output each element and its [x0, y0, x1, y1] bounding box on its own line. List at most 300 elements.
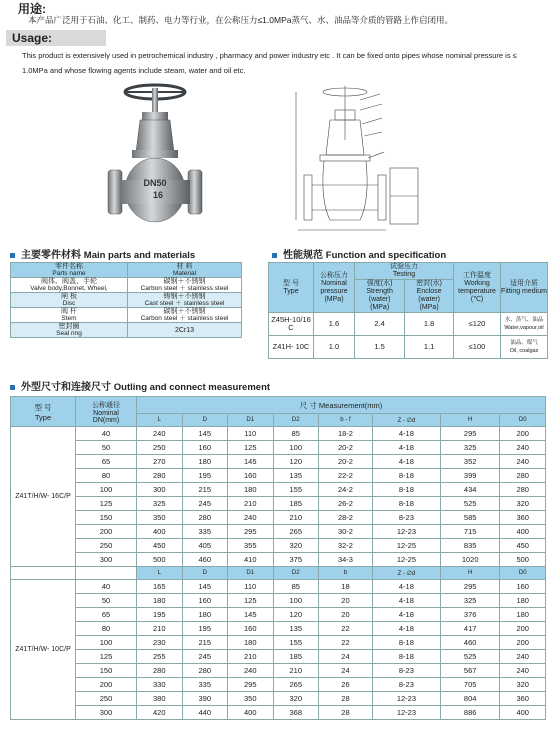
parts-mat-en: Cast steel ＋ stainless steel — [144, 300, 225, 307]
meas-cell: 335 — [182, 525, 228, 539]
meas-cell: 325 — [137, 497, 183, 511]
meas-cell: 8-18 — [372, 650, 440, 664]
meas-cell: 280 — [500, 483, 546, 497]
spec-temp: ≤100 — [454, 336, 501, 359]
meas-cell: 185 — [273, 497, 319, 511]
meas-col-header: D2 — [273, 567, 319, 580]
meas-dn-cell: 200 — [76, 678, 137, 692]
usage-en-title: Usage: — [12, 31, 53, 45]
meas-cell: 240 — [228, 511, 274, 525]
meas-cell: 155 — [273, 636, 319, 650]
meas-cell: 22 — [319, 636, 373, 650]
meas-cell: 250 — [137, 441, 183, 455]
meas-cell: 210 — [228, 497, 274, 511]
spec-title-cn: 性能规范 — [283, 250, 323, 261]
usage-cn-title: 用途: — [18, 2, 46, 16]
parts-row — [11, 293, 242, 308]
meas-cell: 210 — [137, 622, 183, 636]
meas-cell: 18-2 — [319, 427, 373, 441]
meas-cell: 280 — [182, 511, 228, 525]
meas-cell: 240 — [500, 664, 546, 678]
meas-cell: 320 — [500, 678, 546, 692]
meas-row — [11, 525, 546, 539]
meas-cell: 240 — [500, 441, 546, 455]
meas-cell: 400 — [137, 525, 183, 539]
spec-h-med-cn: 适用介质 — [510, 279, 538, 287]
meas-cell: 804 — [440, 692, 500, 706]
meas-cols-row-2 — [11, 567, 546, 580]
spec-h-temp-cn: 工作温度 — [463, 271, 491, 279]
bullet-square-icon — [10, 253, 15, 258]
meas-row — [11, 455, 546, 469]
parts-mat-cn: 2Cr13 — [174, 326, 195, 334]
parts-name-cn: 密封圈 — [58, 323, 80, 330]
meas-cell: 4-18 — [372, 622, 440, 636]
meas-cell: 8-23 — [372, 664, 440, 678]
meas-cell: 265 — [273, 678, 319, 692]
parts-name-cn: 阀体、阀盖、手轮 — [41, 278, 97, 285]
meas-cell: 145 — [228, 608, 274, 622]
parts-header-row — [11, 263, 242, 278]
meas-cell: 4-18 — [372, 594, 440, 608]
meas-col-header: D0 — [500, 414, 546, 427]
meas-cell: 185 — [273, 650, 319, 664]
meas-cell: 255 — [137, 650, 183, 664]
meas-cell: 125 — [228, 594, 274, 608]
parts-row — [11, 323, 242, 338]
meas-cell: 135 — [273, 469, 319, 483]
spec-str: 1.5 — [355, 336, 405, 359]
meas-row — [11, 427, 546, 441]
meas-cell: 180 — [228, 636, 274, 650]
meas-cell: 34-3 — [319, 553, 373, 567]
meas-cell: 8-23 — [372, 678, 440, 692]
meas-cell: 245 — [182, 497, 228, 511]
meas-cell: 350 — [228, 692, 274, 706]
measurement-table — [10, 396, 546, 720]
meas-cell: 585 — [440, 511, 500, 525]
spec-h-med-en: Fitting medium — [501, 287, 547, 295]
parts-mat-cn: 铸钢＋不锈钢 — [163, 293, 206, 300]
parts-header-mat-cn: 材 料 — [176, 263, 193, 270]
meas-cell: 270 — [137, 455, 183, 469]
meas-col-header: Z - ∅d — [372, 567, 440, 580]
meas-col-header: H — [440, 414, 500, 427]
meas-cell: 4-18 — [372, 455, 440, 469]
meas-cell: 376 — [440, 608, 500, 622]
meas-cell: 100 — [273, 594, 319, 608]
meas-cell: 355 — [228, 539, 274, 553]
meas-cell: 325 — [440, 594, 500, 608]
meas-cell: 240 — [228, 664, 274, 678]
meas-dn-cell: 40 — [76, 580, 137, 594]
spec-h-temp-unit: (℃) — [470, 295, 484, 303]
meas-cell: 295 — [228, 678, 274, 692]
meas-cell: 160 — [228, 622, 274, 636]
meas-cell: 320 — [500, 497, 546, 511]
meas-cell: 320 — [273, 692, 319, 706]
meas-cell: 368 — [273, 706, 319, 720]
spec-h-temp-en: Working temperature — [458, 279, 496, 295]
spec-temp: ≤120 — [454, 313, 501, 336]
meas-cell: 180 — [500, 608, 546, 622]
meas-col-header: b — [319, 567, 373, 580]
meas-title-cn: 外型尺寸和连接尺寸 — [21, 382, 111, 393]
parts-mat-en: Carbon steel ＋ stainless steel — [140, 315, 229, 322]
meas-cell: 295 — [228, 525, 274, 539]
meas-cell: 180 — [182, 455, 228, 469]
meas-cell: 4-18 — [372, 427, 440, 441]
meas-cell: 26 — [319, 678, 373, 692]
usage-cn-text: 本产品广泛用于石油、化工、制药、电力等行业，在公称压力≤1.0MPa蒸气、水、油品等介质的管路上作启闭用。 — [28, 15, 453, 25]
meas-cell: 22 — [319, 622, 373, 636]
meas-cell: 4-18 — [372, 441, 440, 455]
photo-label-2: 16 — [152, 190, 164, 200]
spec-h-np-en: Nominal pressure — [320, 279, 348, 295]
meas-col-header: H — [440, 567, 500, 580]
meas-cell: 325 — [440, 441, 500, 455]
meas-type-label: Z41T/H/W- 16C/P — [11, 427, 76, 567]
parts-name-en: Valve body,Bonnet, Wheel, — [30, 285, 108, 292]
meas-cell: 390 — [182, 692, 228, 706]
meas-cell: 500 — [137, 553, 183, 567]
meas-col-header: D0 — [500, 567, 546, 580]
meas-row — [11, 636, 546, 650]
meas-cell: 12-23 — [372, 692, 440, 706]
meas-row — [11, 553, 546, 567]
spec-med-en: Oil, coalgas — [509, 348, 539, 354]
meas-cell: 4-18 — [372, 608, 440, 622]
meas-cell: 30-2 — [319, 525, 373, 539]
meas-cell: 145 — [182, 427, 228, 441]
parts-title-cn: 主要零件材料 — [21, 250, 81, 261]
meas-row — [11, 511, 546, 525]
meas-cell: 145 — [228, 455, 274, 469]
parts-name-cn: 阀 杆 — [61, 308, 77, 315]
parts-header-name-cn: 零件名称 — [55, 263, 83, 270]
meas-cell: 195 — [137, 608, 183, 622]
meas-cell: 886 — [440, 706, 500, 720]
meas-cell: 295 — [440, 427, 500, 441]
meas-cell: 165 — [137, 580, 183, 594]
meas-h-dn-unit: DN(mm) — [92, 416, 120, 424]
meas-cell: 360 — [500, 511, 546, 525]
meas-dn-cell: 300 — [76, 553, 137, 567]
meas-cell: 200 — [500, 427, 546, 441]
meas-cell: 195 — [182, 469, 228, 483]
meas-cell: 8-23 — [372, 511, 440, 525]
meas-dn-cell: 50 — [76, 594, 137, 608]
meas-cell: 12-25 — [372, 539, 440, 553]
spec-enc: 1.8 — [405, 313, 454, 336]
meas-dn-cell: 100 — [76, 483, 137, 497]
meas-cell: 8-18 — [372, 483, 440, 497]
meas-dn-cell: 200 — [76, 525, 137, 539]
meas-dn-cell: 250 — [76, 692, 137, 706]
meas-cell: 120 — [273, 608, 319, 622]
photo-label-1: DN50 — [143, 178, 167, 188]
meas-cell: 1020 — [440, 553, 500, 567]
valve-photo — [100, 82, 210, 230]
spec-header-row — [269, 263, 548, 280]
spec-med-en: Water,vapour,oil — [504, 325, 544, 331]
meas-dn-cell: 65 — [76, 608, 137, 622]
spec-row — [269, 313, 548, 336]
meas-cell: 110 — [228, 427, 274, 441]
meas-cell: 28 — [319, 706, 373, 720]
meas-cell: 567 — [440, 664, 500, 678]
meas-col-header: D1 — [228, 414, 274, 427]
meas-cell: 180 — [500, 594, 546, 608]
meas-h-dn-en: Nominal — [93, 409, 119, 417]
meas-col-header: L — [137, 414, 183, 427]
meas-cell: 8-18 — [372, 636, 440, 650]
meas-cell: 180 — [182, 608, 228, 622]
spec-h-str-cn: 强度(水) — [366, 280, 393, 287]
spec-np: 1.0 — [314, 336, 355, 359]
spec-h-enc-cn: 密封(水) — [416, 280, 442, 287]
meas-row — [11, 664, 546, 678]
meas-dn-cell: 80 — [76, 622, 137, 636]
meas-col-header: D — [182, 414, 228, 427]
meas-cell: 240 — [500, 650, 546, 664]
meas-cell: 155 — [273, 483, 319, 497]
meas-cell: 400 — [500, 525, 546, 539]
meas-cell: 160 — [182, 441, 228, 455]
meas-cell: 12-23 — [372, 525, 440, 539]
meas-title-en: Outling and connect measurement — [113, 382, 271, 393]
parts-name-cn: 闸 板 — [61, 293, 77, 300]
meas-dn-cell: 125 — [76, 497, 137, 511]
meas-cell: 125 — [228, 441, 274, 455]
meas-col-header: b - f — [319, 414, 373, 427]
meas-cell: 405 — [182, 539, 228, 553]
parts-mat-cn: 碳钢＋不锈钢 — [163, 278, 206, 285]
meas-cell: 195 — [182, 622, 228, 636]
meas-cell: 200 — [500, 622, 546, 636]
meas-header-row — [11, 397, 546, 414]
meas-row — [11, 469, 546, 483]
meas-section-title — [10, 378, 270, 393]
bullet-square-icon — [272, 253, 277, 258]
meas-cell: 230 — [137, 636, 183, 650]
meas-dn-cell: 80 — [76, 469, 137, 483]
meas-cell: 715 — [440, 525, 500, 539]
meas-cell: 434 — [440, 483, 500, 497]
meas-cell: 180 — [137, 594, 183, 608]
meas-cell: 210 — [273, 511, 319, 525]
meas-cell: 160 — [182, 594, 228, 608]
meas-cell: 85 — [273, 580, 319, 594]
meas-cell: 335 — [182, 678, 228, 692]
meas-cell: 145 — [182, 580, 228, 594]
bullet-square-icon — [10, 385, 15, 390]
meas-cell: 135 — [273, 622, 319, 636]
meas-h-dn-cn: 公称通径 — [92, 401, 120, 409]
parts-title-en: Main parts and materials — [83, 250, 196, 261]
spec-h-str-unit: (MPa) — [370, 304, 390, 311]
spec-title-en: Function and specification — [325, 250, 447, 261]
spec-med-cn: 油品、煤气 — [510, 340, 538, 346]
parts-row — [11, 308, 242, 323]
spec-type: Z41H- 10C — [269, 336, 314, 359]
parts-row — [11, 278, 242, 293]
parts-table — [10, 262, 242, 338]
meas-dn-cell: 300 — [76, 706, 137, 720]
meas-cell: 295 — [440, 580, 500, 594]
parts-section-title — [10, 246, 195, 261]
meas-cell: 460 — [440, 636, 500, 650]
meas-cell: 417 — [440, 622, 500, 636]
meas-col-header: L — [137, 567, 183, 580]
meas-cell: 24 — [319, 650, 373, 664]
meas-cell: 280 — [500, 469, 546, 483]
meas-cell: 500 — [500, 553, 546, 567]
meas-row — [11, 608, 546, 622]
meas-cell: 525 — [440, 650, 500, 664]
meas-cell: 330 — [137, 678, 183, 692]
meas-cell: 525 — [440, 497, 500, 511]
meas-dn-cell: 250 — [76, 539, 137, 553]
meas-row — [11, 441, 546, 455]
spec-med-cn: 水、蒸气、油品 — [504, 317, 544, 323]
meas-cell: 375 — [273, 553, 319, 567]
meas-dn-cell: 40 — [76, 427, 137, 441]
meas-cell: 8-18 — [372, 469, 440, 483]
meas-cell: 28-2 — [319, 511, 373, 525]
meas-dn-cell: 65 — [76, 455, 137, 469]
meas-cell: 400 — [228, 706, 274, 720]
meas-row — [11, 692, 546, 706]
spec-type: Z45H-10/16 C — [269, 313, 314, 336]
spec-row — [269, 336, 548, 359]
meas-cell: 360 — [500, 692, 546, 706]
meas-cell: 280 — [137, 469, 183, 483]
meas-blank — [11, 567, 76, 580]
meas-cell: 4-18 — [372, 580, 440, 594]
meas-cell: 28 — [319, 692, 373, 706]
meas-row — [11, 622, 546, 636]
meas-cell: 20 — [319, 594, 373, 608]
meas-dn-cell: 150 — [76, 664, 137, 678]
meas-row — [11, 678, 546, 692]
meas-cell: 180 — [228, 483, 274, 497]
meas-cell: 200 — [500, 636, 546, 650]
meas-cell: 110 — [228, 580, 274, 594]
meas-cell: 450 — [500, 539, 546, 553]
meas-cell: 280 — [182, 664, 228, 678]
meas-cell: 85 — [273, 427, 319, 441]
meas-cell: 215 — [182, 636, 228, 650]
meas-cell: 399 — [440, 469, 500, 483]
meas-col-header: D1 — [228, 567, 274, 580]
meas-cell: 400 — [500, 706, 546, 720]
spec-enc: 1.1 — [405, 336, 454, 359]
meas-cell: 210 — [273, 664, 319, 678]
meas-cell: 320 — [273, 539, 319, 553]
parts-name-en: Stem — [61, 315, 77, 322]
meas-dn-cell: 125 — [76, 650, 137, 664]
meas-cell: 20-2 — [319, 441, 373, 455]
meas-cell: 835 — [440, 539, 500, 553]
meas-dn-cell: 50 — [76, 441, 137, 455]
meas-col-header: D2 — [273, 414, 319, 427]
usage-en-text: This product is extensively used in petrochemical industry , pharmacy and power industry etc . It can be fixed onto pipes whose nominal pressure is ≤ 1.0MPa and whose flowing agents include steam, water and oil etc. — [22, 51, 517, 75]
meas-row — [11, 706, 546, 720]
spec-h-str-en: Strength (water) — [366, 288, 393, 303]
meas-cell: 380 — [137, 692, 183, 706]
meas-cell: 26-2 — [319, 497, 373, 511]
meas-row — [11, 497, 546, 511]
valve-section-drawing — [290, 80, 425, 235]
parts-name-en: Seal ring — [56, 330, 82, 337]
meas-cell: 240 — [500, 455, 546, 469]
spec-h-enc-unit: (MPa) — [419, 304, 439, 311]
meas-col-header: Z - ∅d — [372, 414, 440, 427]
meas-type-label: Z41T/H/W- 10C/P — [11, 580, 76, 720]
meas-cell: 460 — [182, 553, 228, 567]
meas-cell: 12-23 — [372, 706, 440, 720]
meas-cell: 18 — [319, 580, 373, 594]
meas-h-type-cn: 型 号 — [34, 402, 52, 412]
meas-cell: 245 — [182, 650, 228, 664]
spec-h-np-unit: (MPa) — [324, 295, 344, 303]
meas-row — [11, 594, 546, 608]
meas-cell: 352 — [440, 455, 500, 469]
spec-section-title — [272, 246, 446, 261]
parts-name-en: Disc — [62, 300, 76, 307]
spec-h-test-en: Testing — [392, 271, 416, 278]
meas-cell: 265 — [273, 525, 319, 539]
spec-h-type-cn: 型 号 — [283, 279, 299, 287]
meas-cell: 22-2 — [319, 469, 373, 483]
meas-cell: 12-25 — [372, 553, 440, 567]
spec-h-test-cn: 试验压力 — [390, 263, 418, 270]
parts-mat-en: Carbon steel ＋ stainless steel — [140, 285, 229, 292]
meas-row — [11, 483, 546, 497]
spec-str: 2.4 — [355, 313, 405, 336]
spec-h-np-cn: 公称压力 — [320, 271, 348, 279]
meas-row — [11, 580, 546, 594]
meas-cell: 280 — [137, 664, 183, 678]
meas-cell: 120 — [273, 455, 319, 469]
meas-cell: 24 — [319, 664, 373, 678]
meas-blank — [76, 567, 137, 580]
meas-row — [11, 650, 546, 664]
meas-cell: 210 — [228, 650, 274, 664]
meas-cell: 420 — [137, 706, 183, 720]
spec-h-enc-en: Enclose (water) — [416, 288, 442, 303]
meas-cell: 440 — [182, 706, 228, 720]
meas-cell: 160 — [500, 580, 546, 594]
meas-h-type-en: Type — [34, 412, 52, 422]
meas-cell: 300 — [137, 483, 183, 497]
meas-cell: 20-2 — [319, 455, 373, 469]
meas-col-header: D — [182, 567, 228, 580]
meas-cell: 350 — [137, 511, 183, 525]
meas-cell: 705 — [440, 678, 500, 692]
meas-dn-cell: 150 — [76, 511, 137, 525]
meas-cell: 410 — [228, 553, 274, 567]
parts-header-mat-en: Material — [172, 270, 197, 277]
meas-cell: 32-2 — [319, 539, 373, 553]
spec-h-type-en: Type — [283, 287, 299, 295]
meas-dn-cell: 100 — [76, 636, 137, 650]
meas-cell: 8-18 — [372, 497, 440, 511]
spec-table — [268, 262, 548, 359]
meas-row — [11, 539, 546, 553]
meas-cell: 24-2 — [319, 483, 373, 497]
